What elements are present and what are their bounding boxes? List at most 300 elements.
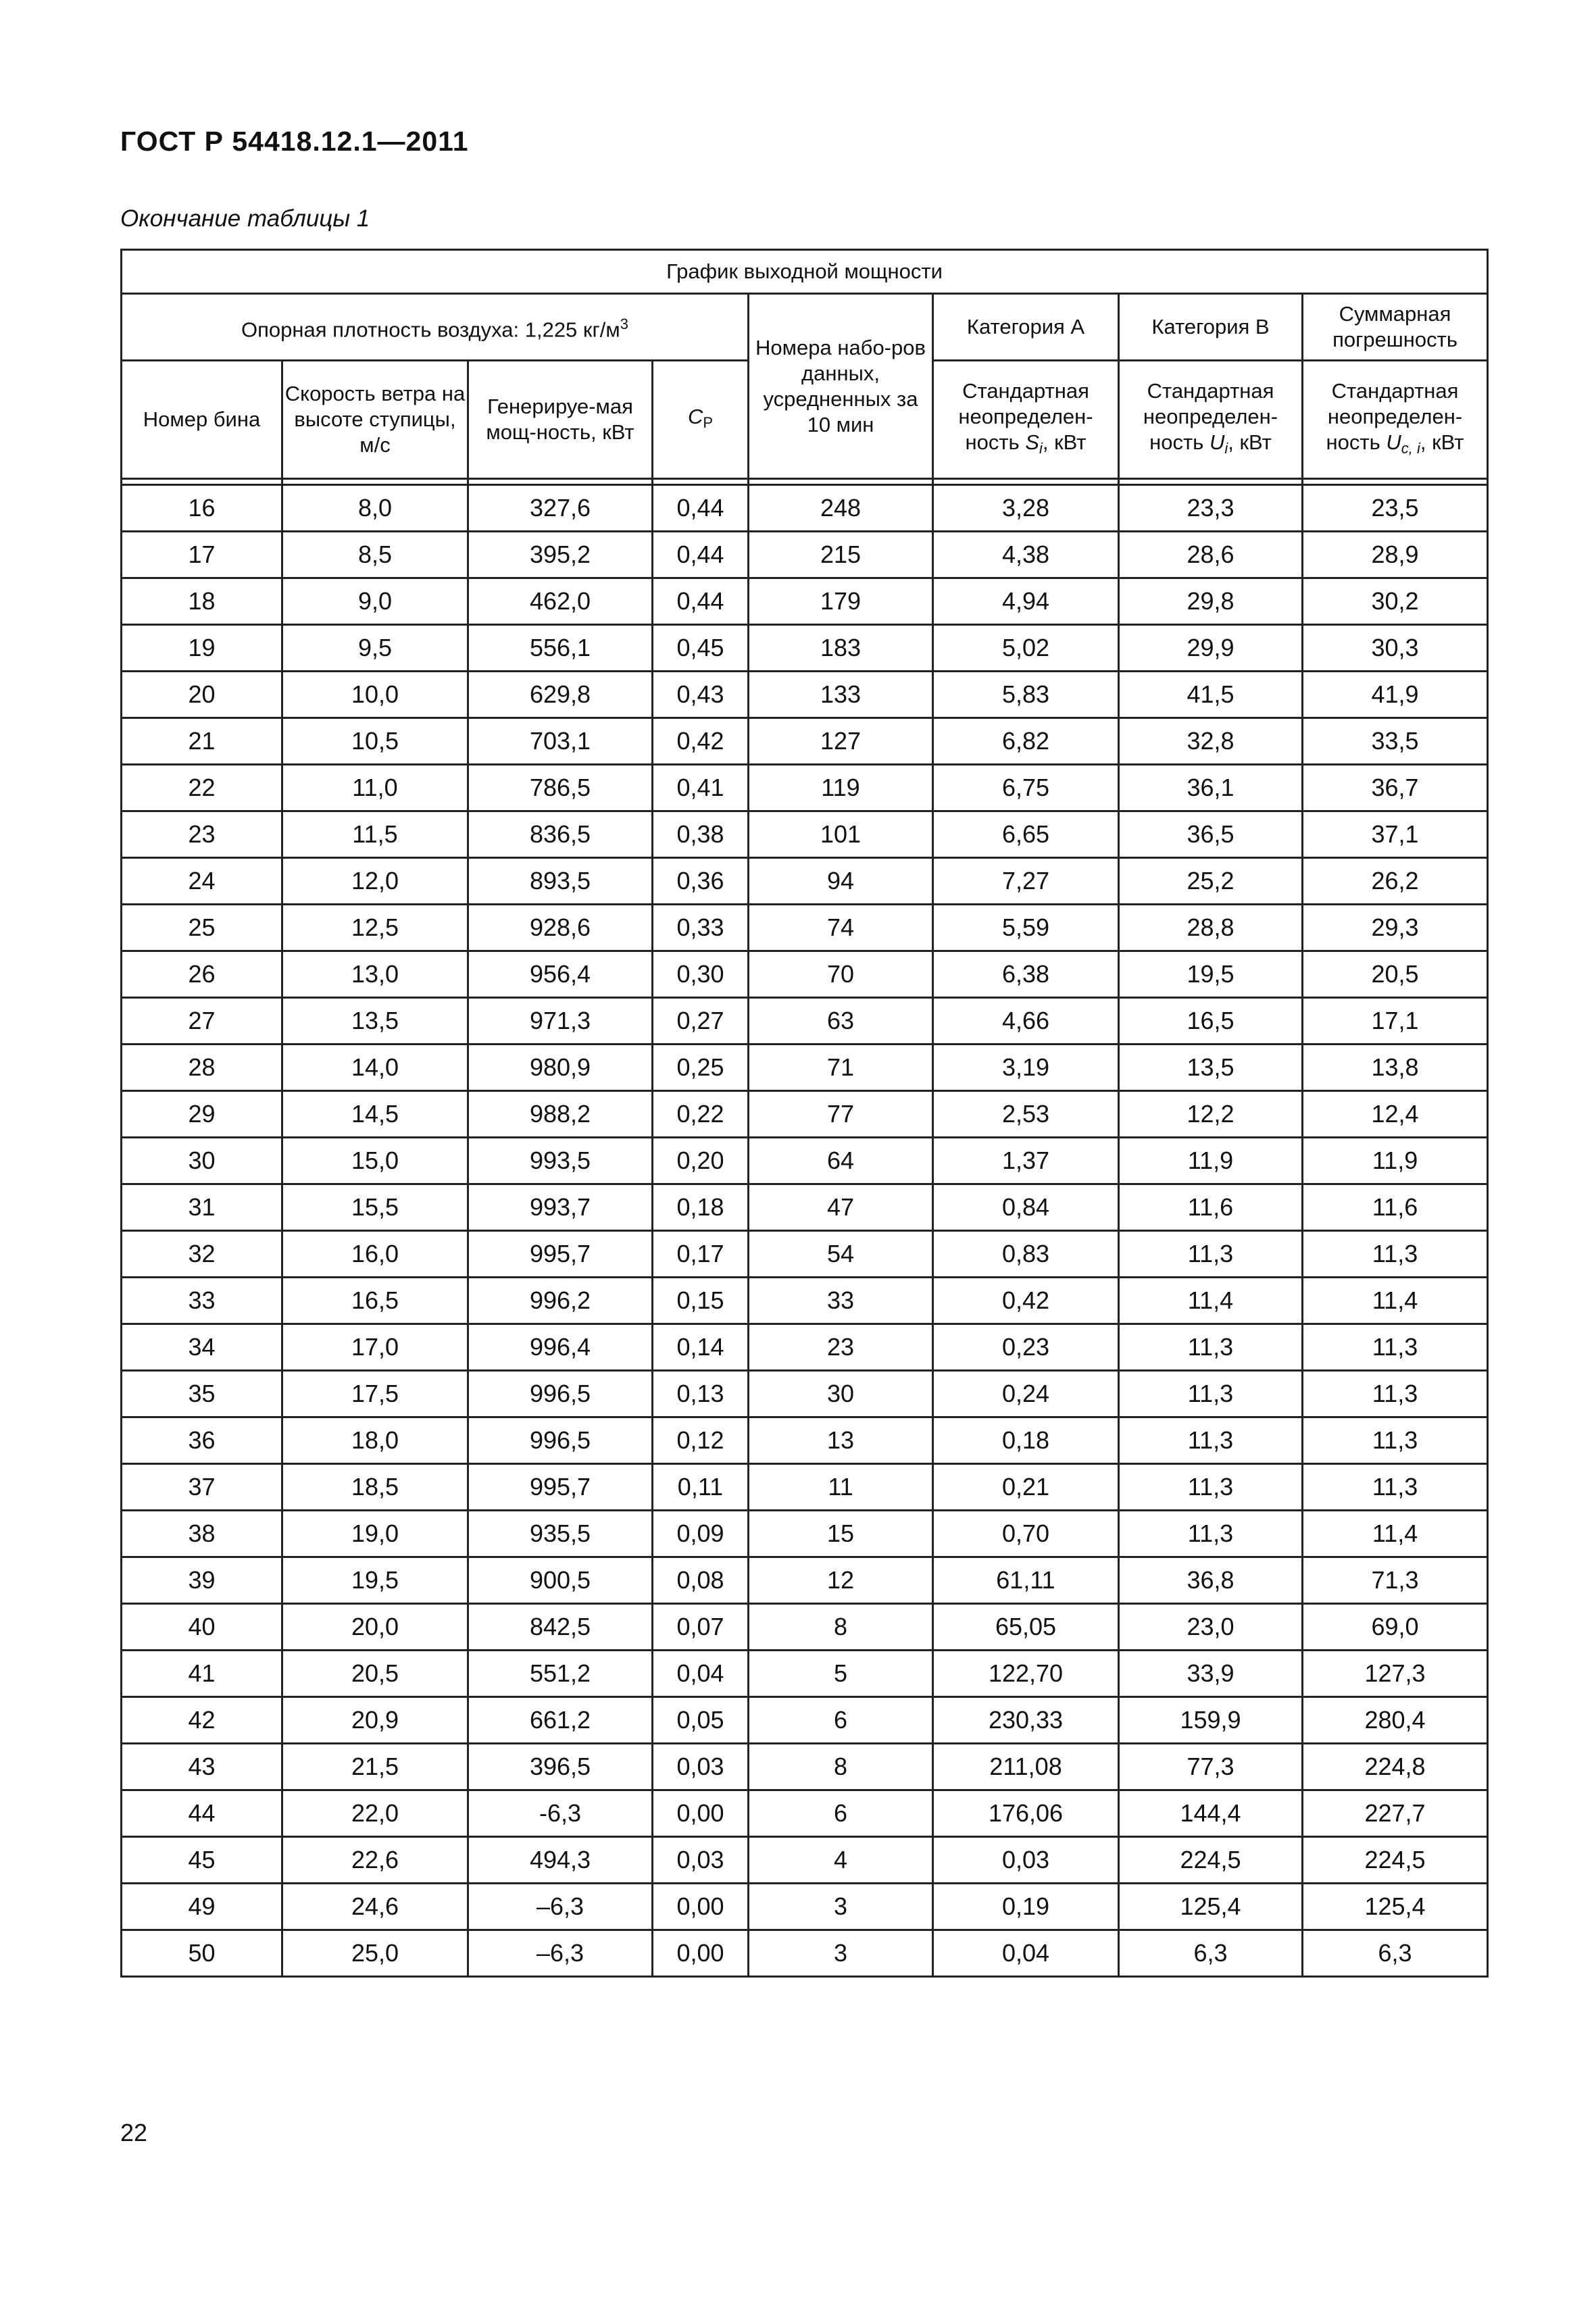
table-body: [122, 485, 1488, 1977]
table-cell: 17,5: [282, 1371, 468, 1417]
table-cell: 15: [749, 1511, 933, 1557]
table-cell: 6,65: [933, 811, 1119, 858]
table-cell: 176,06: [933, 1790, 1119, 1837]
table-cell: 0,30: [653, 951, 749, 998]
table-cell: 0,20: [653, 1138, 749, 1184]
table-cell: 6,3: [1303, 1930, 1488, 1977]
table-cell: 11,5: [282, 811, 468, 858]
table-cell: 0,04: [653, 1651, 749, 1697]
table-cell: 45: [122, 1837, 282, 1884]
table-cell: 36: [122, 1417, 282, 1464]
table-cell: 0,17: [653, 1231, 749, 1278]
table-cell: 980,9: [468, 1045, 653, 1091]
table-cell: 10,0: [282, 672, 468, 718]
table-cell: 15,0: [282, 1138, 468, 1184]
table-cell: 995,7: [468, 1231, 653, 1278]
table-cell: 35: [122, 1371, 282, 1417]
table-row: [122, 1091, 1488, 1138]
table-cell: 0,03: [653, 1837, 749, 1884]
table-cell: 18,0: [282, 1417, 468, 1464]
table-cell: 0,84: [933, 1184, 1119, 1231]
table-cell: 36,1: [1119, 765, 1303, 811]
table-cell: 64: [749, 1138, 933, 1184]
table-cell: 3,28: [933, 485, 1119, 532]
table-row: [122, 1278, 1488, 1324]
table-cell: 5,02: [933, 625, 1119, 672]
table-cell: 900,5: [468, 1557, 653, 1604]
table-cell: 70: [749, 951, 933, 998]
power-header: Генерируе-мая мощ-ность, кВт: [468, 361, 653, 479]
table-cell: 42: [122, 1697, 282, 1744]
table-cell: 230,33: [933, 1697, 1119, 1744]
table-cell: 893,5: [468, 858, 653, 905]
table-cell: 3: [749, 1884, 933, 1930]
table-cell: 0,00: [653, 1790, 749, 1837]
table-cell: 6: [749, 1790, 933, 1837]
table-cell: 77: [749, 1091, 933, 1138]
table-cell: 25,0: [282, 1930, 468, 1977]
table-row: [122, 998, 1488, 1045]
table-cell: 21: [122, 718, 282, 765]
table-cell: 4,94: [933, 578, 1119, 625]
table-cell: 23: [749, 1324, 933, 1371]
table-cell: 842,5: [468, 1604, 653, 1651]
table-cell: 15,5: [282, 1184, 468, 1231]
table-cell: 36,7: [1303, 765, 1488, 811]
table-cell: 11,3: [1303, 1324, 1488, 1371]
table-cell: 18,5: [282, 1464, 468, 1511]
table-cell: 28,6: [1119, 532, 1303, 578]
table-cell: 24,6: [282, 1884, 468, 1930]
table-cell: 0,36: [653, 858, 749, 905]
table-cell: 10,5: [282, 718, 468, 765]
table-cell: 11,3: [1303, 1231, 1488, 1278]
table-title: График выходной мощности: [122, 250, 1488, 294]
page-number: 22: [120, 2119, 148, 2146]
table-cell: 2,53: [933, 1091, 1119, 1138]
table-cell: 0,24: [933, 1371, 1119, 1417]
table-row: [122, 1557, 1488, 1604]
table-row: [122, 718, 1488, 765]
table-cell: 12: [749, 1557, 933, 1604]
table-cell: 0,12: [653, 1417, 749, 1464]
table-cell: 0,42: [653, 718, 749, 765]
table-cell: 22,0: [282, 1790, 468, 1837]
table-cell: 41,5: [1119, 672, 1303, 718]
table-cell: 23: [122, 811, 282, 858]
std-b-header: Стандартная неопределен-ность $U_i$, кВт: [1119, 361, 1303, 479]
table-cell: 988,2: [468, 1091, 653, 1138]
table-cell: 3: [749, 1930, 933, 1977]
table-cell: 16: [122, 485, 282, 532]
table-cell: 0,44: [653, 578, 749, 625]
table-cell: 54: [749, 1231, 933, 1278]
table-cell: 0,13: [653, 1371, 749, 1417]
table-cell: 11,4: [1119, 1278, 1303, 1324]
table-cell: 996,5: [468, 1417, 653, 1464]
table-cell: 6,38: [933, 951, 1119, 998]
table-cell: 71: [749, 1045, 933, 1091]
header-separator: [122, 479, 1488, 485]
table-cell: 996,5: [468, 1371, 653, 1417]
table-cell: 0,11: [653, 1464, 749, 1511]
table-cell: 995,7: [468, 1464, 653, 1511]
table-cell: 61,11: [933, 1557, 1119, 1604]
total-uncertainty-header: Суммарная погрешность: [1303, 294, 1488, 361]
table-cell: 33,9: [1119, 1651, 1303, 1697]
table-cell: 125,4: [1119, 1884, 1303, 1930]
table-cell: 6,82: [933, 718, 1119, 765]
table-cell: 47: [749, 1184, 933, 1231]
table-cell: 11,9: [1119, 1138, 1303, 1184]
table-row: [122, 1464, 1488, 1511]
table-cell: 0,03: [653, 1744, 749, 1790]
table-cell: 125,4: [1303, 1884, 1488, 1930]
table-cell: 20,0: [282, 1604, 468, 1651]
table-cell: 0,22: [653, 1091, 749, 1138]
table-cell: 0,03: [933, 1837, 1119, 1884]
table-cell: 20: [122, 672, 282, 718]
table-cell: 29,9: [1119, 625, 1303, 672]
table-cell: 629,8: [468, 672, 653, 718]
table-cell: 36,5: [1119, 811, 1303, 858]
table-cell: 32,8: [1119, 718, 1303, 765]
table-row: [122, 1837, 1488, 1884]
table-row: [122, 951, 1488, 998]
table-cell: 127,3: [1303, 1651, 1488, 1697]
table-cell: 32: [122, 1231, 282, 1278]
table-cell: 28,8: [1119, 905, 1303, 951]
table-cell: 19,5: [1119, 951, 1303, 998]
table-cell: 25: [122, 905, 282, 951]
table-cell: 133: [749, 672, 933, 718]
category-a-header: Категория А: [933, 294, 1119, 361]
table-cell: 17: [122, 532, 282, 578]
table-cell: 30: [749, 1371, 933, 1417]
table-cell: 16,5: [282, 1278, 468, 1324]
table-row: [122, 1651, 1488, 1697]
table-cell: 159,9: [1119, 1697, 1303, 1744]
table-cell: 224,8: [1303, 1744, 1488, 1790]
table-cell: 0,18: [933, 1417, 1119, 1464]
table-cell: 12,4: [1303, 1091, 1488, 1138]
table-cell: 71,3: [1303, 1557, 1488, 1604]
table-cell: 0,00: [653, 1930, 749, 1977]
table-cell: 13,8: [1303, 1045, 1488, 1091]
table-cell: 215: [749, 532, 933, 578]
table-cell: 11,6: [1303, 1184, 1488, 1231]
table-cell: 22: [122, 765, 282, 811]
table-cell: 63: [749, 998, 933, 1045]
table-cell: 993,5: [468, 1138, 653, 1184]
table-cell: 395,2: [468, 532, 653, 578]
table-cell: 9,0: [282, 578, 468, 625]
table-cell: 4: [749, 1837, 933, 1884]
table-cell: -6,3: [468, 1790, 653, 1837]
table-caption: Окончание таблицы 1: [120, 205, 370, 232]
table-cell: 0,44: [653, 532, 749, 578]
cp-header: $C_P$: [653, 361, 749, 479]
table-row: [122, 811, 1488, 858]
table-cell: 3,19: [933, 1045, 1119, 1091]
table-cell: 971,3: [468, 998, 653, 1045]
table-row: [122, 625, 1488, 672]
table-cell: 41,9: [1303, 672, 1488, 718]
table-cell: 0,08: [653, 1557, 749, 1604]
table-cell: 0,43: [653, 672, 749, 718]
table-cell: 0,25: [653, 1045, 749, 1091]
table-cell: 127: [749, 718, 933, 765]
table-cell: 0,23: [933, 1324, 1119, 1371]
table-cell: 7,27: [933, 858, 1119, 905]
table-cell: 0,42: [933, 1278, 1119, 1324]
table-cell: –6,3: [468, 1884, 653, 1930]
table-cell: 18: [122, 578, 282, 625]
table-cell: 30,3: [1303, 625, 1488, 672]
table-cell: 8: [749, 1744, 933, 1790]
datasets-header: Номера набо-ров данных, усредненных за 10 мин: [749, 294, 933, 479]
table-cell: 11,9: [1303, 1138, 1488, 1184]
table-cell: 11,3: [1119, 1324, 1303, 1371]
table-cell: 77,3: [1119, 1744, 1303, 1790]
table-cell: 494,3: [468, 1837, 653, 1884]
table-cell: 43: [122, 1744, 282, 1790]
table-cell: 39: [122, 1557, 282, 1604]
table-row: [122, 1744, 1488, 1790]
table-cell: 0,44: [653, 485, 749, 532]
table-cell: 6: [749, 1697, 933, 1744]
table-cell: 0,15: [653, 1278, 749, 1324]
table-cell: 0,33: [653, 905, 749, 951]
table-cell: 6,75: [933, 765, 1119, 811]
table-cell: 65,05: [933, 1604, 1119, 1651]
table-cell: 24: [122, 858, 282, 905]
table-cell: 12,5: [282, 905, 468, 951]
table-cell: 4,66: [933, 998, 1119, 1045]
table-cell: 25,2: [1119, 858, 1303, 905]
table-cell: 21,5: [282, 1744, 468, 1790]
table-cell: 0,09: [653, 1511, 749, 1557]
table-cell: 22,6: [282, 1837, 468, 1884]
bin-header: Номер бина: [122, 361, 282, 479]
table-cell: 224,5: [1119, 1837, 1303, 1884]
table-cell: 551,2: [468, 1651, 653, 1697]
table-cell: 69,0: [1303, 1604, 1488, 1651]
table-cell: 0,27: [653, 998, 749, 1045]
table-cell: 11,3: [1119, 1417, 1303, 1464]
std-c-header: Стандартная неопределен-ность $U_{c, i}$, кВт: [1303, 361, 1488, 479]
table-cell: 11,3: [1119, 1371, 1303, 1417]
table-row: [122, 672, 1488, 718]
table-cell: 23,5: [1303, 485, 1488, 532]
table-cell: 27: [122, 998, 282, 1045]
table-cell: 556,1: [468, 625, 653, 672]
table-cell: 28: [122, 1045, 282, 1091]
table-cell: –6,3: [468, 1930, 653, 1977]
table-cell: 16,5: [1119, 998, 1303, 1045]
table-row: [122, 905, 1488, 951]
table-row: [122, 578, 1488, 625]
table-cell: 11,3: [1303, 1371, 1488, 1417]
table-cell: 41: [122, 1651, 282, 1697]
table-cell: 19,0: [282, 1511, 468, 1557]
table-cell: 17,0: [282, 1324, 468, 1371]
table-cell: 29,3: [1303, 905, 1488, 951]
table-cell: 993,7: [468, 1184, 653, 1231]
table-cell: 211,08: [933, 1744, 1119, 1790]
table-cell: 0,18: [653, 1184, 749, 1231]
table-cell: 11: [749, 1464, 933, 1511]
table-row: [122, 1231, 1488, 1278]
table-cell: 12,2: [1119, 1091, 1303, 1138]
table-cell: 36,8: [1119, 1557, 1303, 1604]
table-cell: 40: [122, 1604, 282, 1651]
table-cell: 29: [122, 1091, 282, 1138]
table-row: [122, 1371, 1488, 1417]
table-row: [122, 1511, 1488, 1557]
table-cell: 996,2: [468, 1278, 653, 1324]
table-row: [122, 1324, 1488, 1371]
table-cell: 0,45: [653, 625, 749, 672]
table-cell: 6,3: [1119, 1930, 1303, 1977]
table-cell: 37: [122, 1464, 282, 1511]
table-cell: 0,07: [653, 1604, 749, 1651]
table-cell: 11,0: [282, 765, 468, 811]
table-cell: 37,1: [1303, 811, 1488, 858]
table-cell: 19: [122, 625, 282, 672]
table-cell: 0,41: [653, 765, 749, 811]
table-cell: 661,2: [468, 1697, 653, 1744]
table-cell: 8,5: [282, 532, 468, 578]
table-cell: 11,3: [1119, 1464, 1303, 1511]
table-row: [122, 1417, 1488, 1464]
std-a-header: Стандартная неопределен-ность $S_i$, кВт: [933, 361, 1119, 479]
table-cell: 19,5: [282, 1557, 468, 1604]
table-cell: 183: [749, 625, 933, 672]
table-cell: 74: [749, 905, 933, 951]
table-cell: 0,05: [653, 1697, 749, 1744]
table-cell: 280,4: [1303, 1697, 1488, 1744]
table-cell: 17,1: [1303, 998, 1488, 1045]
table-cell: 5,59: [933, 905, 1119, 951]
table-row: [122, 532, 1488, 578]
table-cell: 227,7: [1303, 1790, 1488, 1837]
table-row: [122, 858, 1488, 905]
table-cell: 30,2: [1303, 578, 1488, 625]
wind-speed-header: Скорость ветра на высоте ступицы, м/с: [282, 361, 468, 479]
table-cell: 50: [122, 1930, 282, 1977]
table-cell: 14,0: [282, 1045, 468, 1091]
table-cell: 462,0: [468, 578, 653, 625]
table-cell: 224,5: [1303, 1837, 1488, 1884]
table-cell: 11,4: [1303, 1278, 1488, 1324]
table-cell: 34: [122, 1324, 282, 1371]
table-cell: 44: [122, 1790, 282, 1837]
table-cell: 23,0: [1119, 1604, 1303, 1651]
table-row: [122, 485, 1488, 532]
table-cell: 12,0: [282, 858, 468, 905]
category-b-header: Категория В: [1119, 294, 1303, 361]
table-row: [122, 1604, 1488, 1651]
table-cell: 0,38: [653, 811, 749, 858]
table-cell: 396,5: [468, 1744, 653, 1790]
table-cell: 0,21: [933, 1464, 1119, 1511]
table-cell: 0,19: [933, 1884, 1119, 1930]
table-cell: 5: [749, 1651, 933, 1697]
table-cell: 5,83: [933, 672, 1119, 718]
table-cell: 29,8: [1119, 578, 1303, 625]
table-cell: 0,00: [653, 1884, 749, 1930]
table-cell: 11,3: [1303, 1417, 1488, 1464]
table-cell: 928,6: [468, 905, 653, 951]
table-cell: 49: [122, 1884, 282, 1930]
table-row: [122, 1138, 1488, 1184]
table-cell: 26: [122, 951, 282, 998]
table-cell: 11,4: [1303, 1511, 1488, 1557]
table-cell: 0,14: [653, 1324, 749, 1371]
table-cell: 11,6: [1119, 1184, 1303, 1231]
table-cell: 8: [749, 1604, 933, 1651]
table-cell: 38: [122, 1511, 282, 1557]
table-cell: 13,5: [282, 998, 468, 1045]
table-cell: 28,9: [1303, 532, 1488, 578]
table-cell: 4,38: [933, 532, 1119, 578]
table-cell: 33,5: [1303, 718, 1488, 765]
table-cell: 23,3: [1119, 485, 1303, 532]
table-cell: 248: [749, 485, 933, 532]
table-cell: 0,70: [933, 1511, 1119, 1557]
table-cell: 30: [122, 1138, 282, 1184]
table-cell: 14,5: [282, 1091, 468, 1138]
power-curve-table: [120, 249, 1489, 1978]
table-row: [122, 1045, 1488, 1091]
table-cell: 327,6: [468, 485, 653, 532]
table-cell: 956,4: [468, 951, 653, 998]
table-cell: 8,0: [282, 485, 468, 532]
table-cell: 9,5: [282, 625, 468, 672]
table-cell: 94: [749, 858, 933, 905]
table-cell: 703,1: [468, 718, 653, 765]
table-cell: 122,70: [933, 1651, 1119, 1697]
table-cell: 179: [749, 578, 933, 625]
table-cell: 13: [749, 1417, 933, 1464]
table-cell: 101: [749, 811, 933, 858]
table-cell: 13,0: [282, 951, 468, 998]
air-density-label: Опорная плотность воздуха: 1,225 $кг/м^3$: [122, 294, 749, 361]
table-cell: 20,5: [282, 1651, 468, 1697]
table-cell: 11,3: [1119, 1511, 1303, 1557]
table-cell: 11,3: [1119, 1231, 1303, 1278]
table-row: [122, 1930, 1488, 1977]
table-row: [122, 765, 1488, 811]
table-cell: 836,5: [468, 811, 653, 858]
table-cell: 20,9: [282, 1697, 468, 1744]
table-row: [122, 1184, 1488, 1231]
table-cell: 26,2: [1303, 858, 1488, 905]
table-cell: 0,04: [933, 1930, 1119, 1977]
table-cell: 33: [749, 1278, 933, 1324]
table-cell: 0,83: [933, 1231, 1119, 1278]
table-cell: 16,0: [282, 1231, 468, 1278]
table-row: [122, 1697, 1488, 1744]
table-cell: 33: [122, 1278, 282, 1324]
table-cell: 31: [122, 1184, 282, 1231]
table-cell: 20,5: [1303, 951, 1488, 998]
table-cell: 935,5: [468, 1511, 653, 1557]
table-cell: 996,4: [468, 1324, 653, 1371]
table-cell: 1,37: [933, 1138, 1119, 1184]
document-code: ГОСТ Р 54418.12.1—2011: [120, 126, 469, 157]
